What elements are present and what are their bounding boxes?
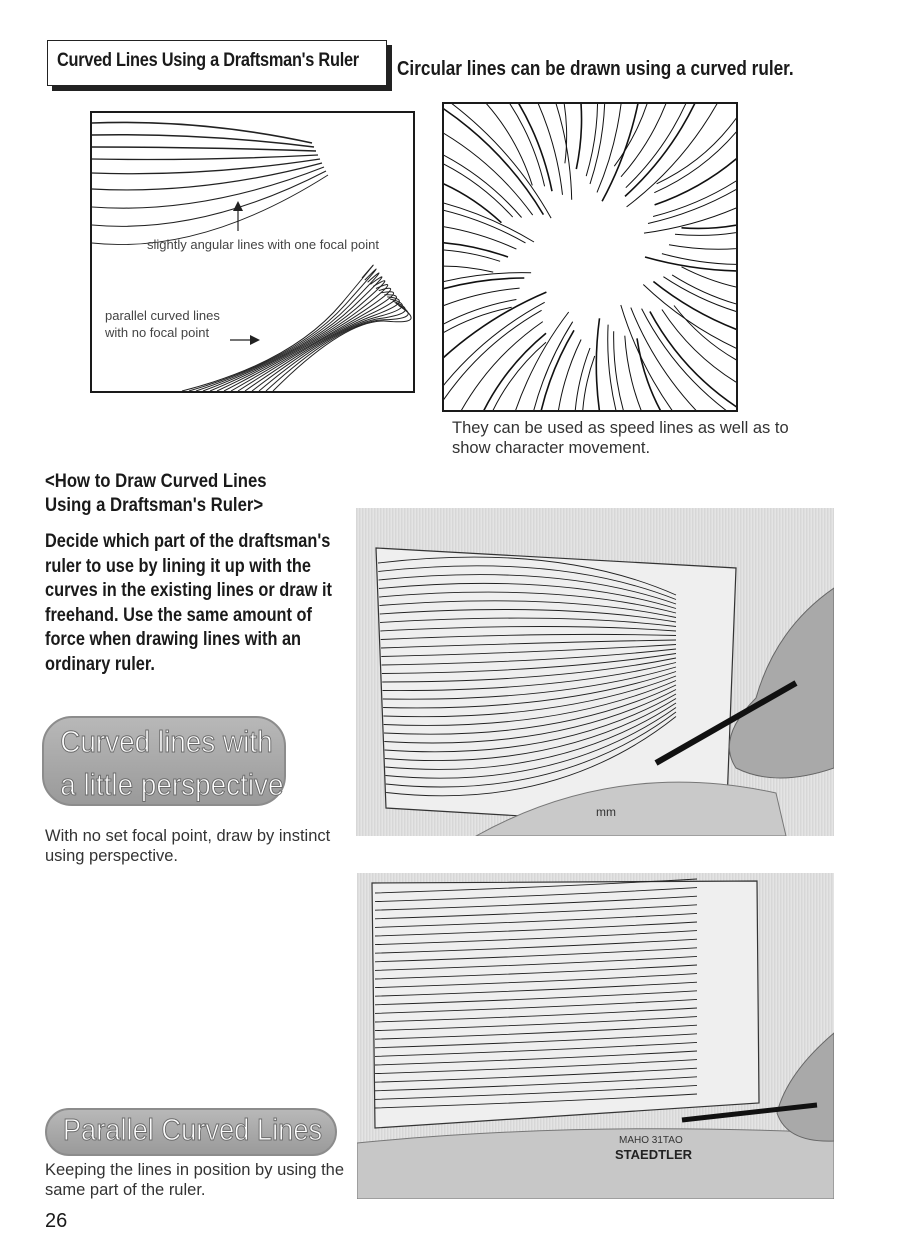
diagram-speed-lines xyxy=(442,102,738,412)
hand xyxy=(777,1033,834,1141)
header-caption: Circular lines can be drawn using a curved ruler. xyxy=(397,58,794,80)
pill-line2: a little perspective xyxy=(60,767,284,802)
pill-line1: Curved lines with xyxy=(60,724,273,759)
parallel-caption: Keeping the lines in position by using the same part of the ruler. xyxy=(45,1161,345,1199)
label-focal-point: slightly angular lines with one focal point xyxy=(147,237,379,252)
pill-parallel-text: Parallel Curved Lines xyxy=(62,1112,323,1147)
speed-lines-caption: They can be used as speed lines as well as to show character movement. xyxy=(452,419,789,457)
curved-ruler xyxy=(357,1129,834,1199)
howto-title-line2: Using a Draftsman's Ruler> xyxy=(45,495,264,516)
perspective-caption: With no set focal point, draw by instinct using perspective. xyxy=(45,827,331,865)
label-parallel-1: parallel curved lines xyxy=(105,308,220,323)
section-title: Curved Lines Using a Draftsman's Ruler xyxy=(57,50,359,71)
radial-speed-lines xyxy=(444,104,736,410)
page-number: 26 xyxy=(45,1210,68,1232)
paper-sheet xyxy=(372,881,759,1128)
ruler-text-2: STAEDTLER xyxy=(615,1147,693,1162)
heading-curved-perspective xyxy=(42,716,286,806)
diagram-curved-lines xyxy=(90,111,415,393)
heading-parallel-curved xyxy=(45,1108,337,1156)
howto-title xyxy=(45,470,335,518)
howto-body: Decide which part of the draftsman's ruler to use by lining it up with the curves in the existing lines or draw it freehand. Use the same amount of force when drawing lines with an ordinary ruler. xyxy=(45,531,332,675)
ruler-text-1: MAHO 31TAO xyxy=(619,1135,683,1146)
ruler-mark-text: mm xyxy=(596,805,616,819)
hand xyxy=(729,588,834,778)
photo-drawing-parallel-lines xyxy=(357,873,834,1199)
howto-title-line1: <How to Draw Curved Lines xyxy=(45,471,267,492)
curve-strokes xyxy=(92,122,411,391)
photo-drawing-perspective-lines xyxy=(356,508,834,836)
label-parallel-2: with no focal point xyxy=(105,325,210,340)
